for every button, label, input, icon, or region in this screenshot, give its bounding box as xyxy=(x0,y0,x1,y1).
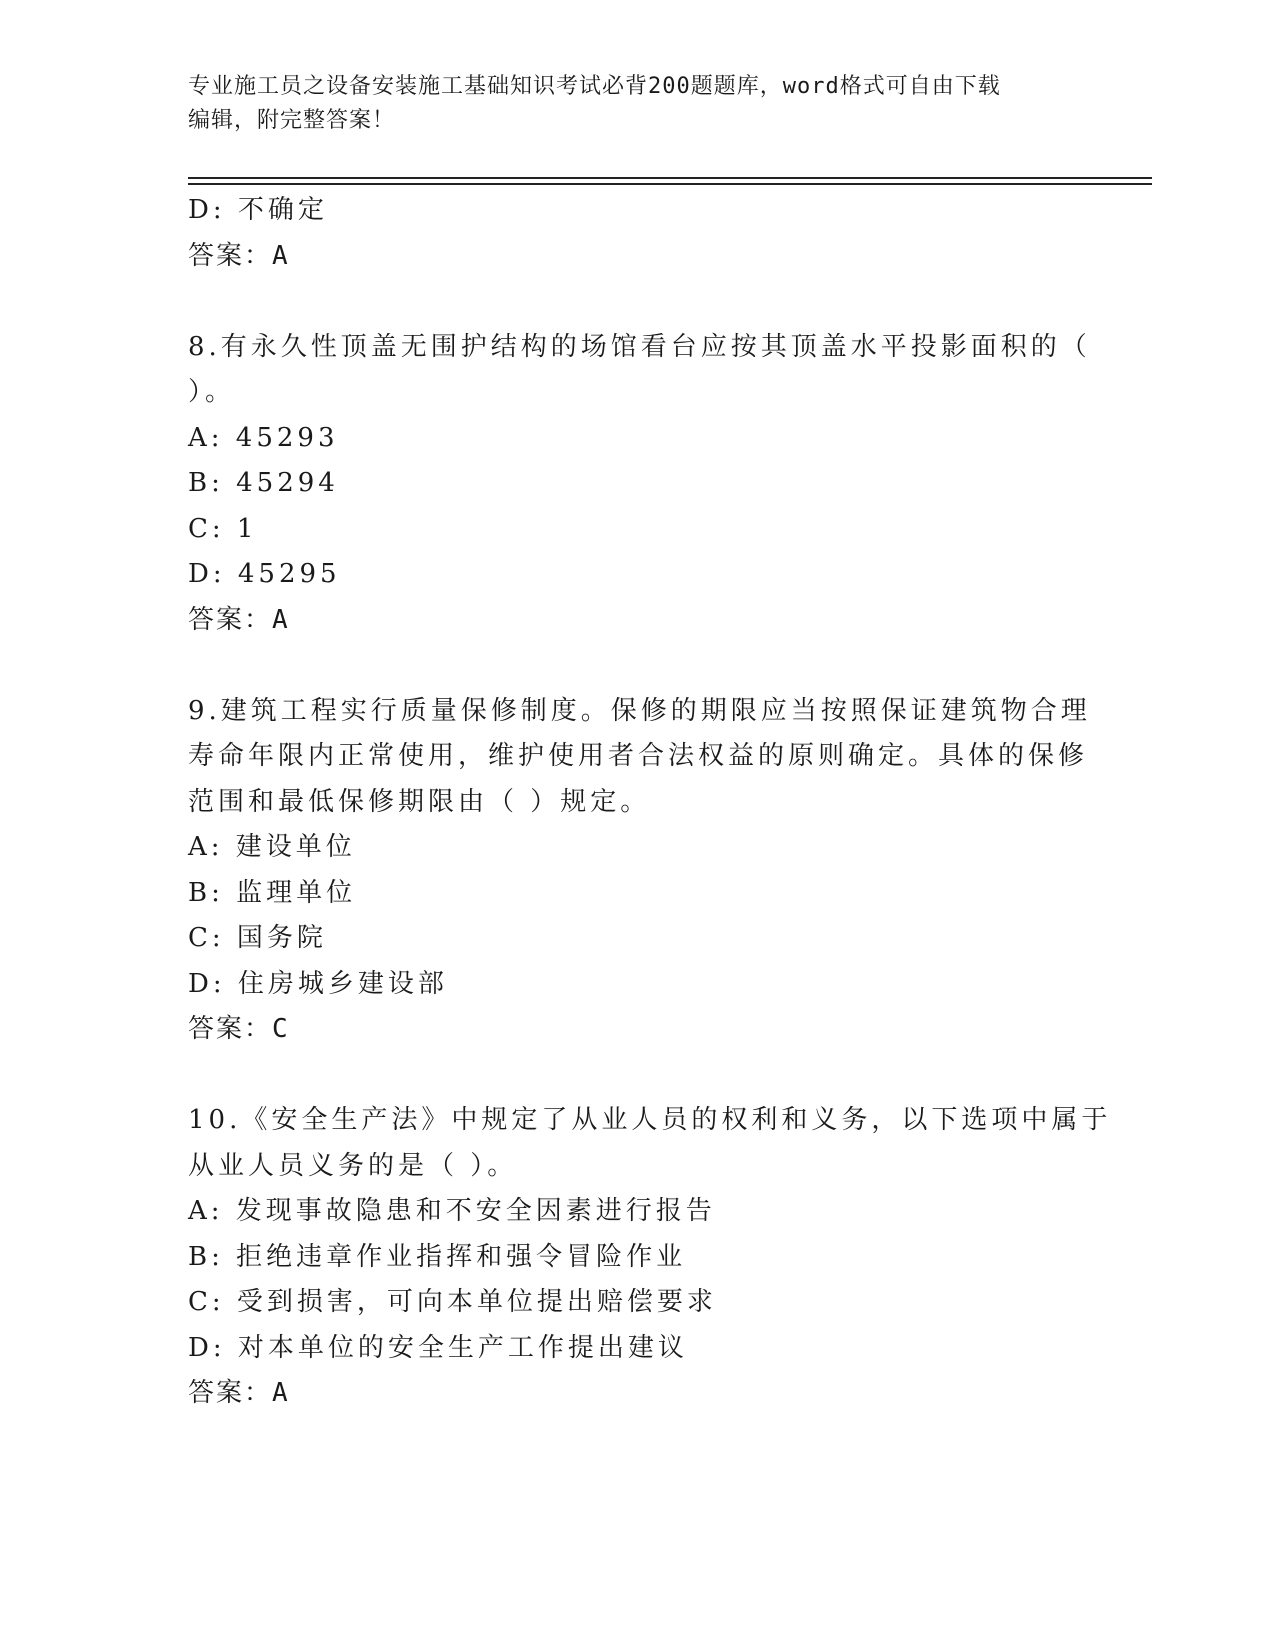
question-stem: 范围和最低保修期限由（ ）规定。 xyxy=(188,786,651,817)
answer: 答案：A xyxy=(188,240,290,271)
previous-question-tail xyxy=(188,188,1088,279)
option-d: D: 对本单位的安全生产工作提出建议 xyxy=(188,1332,688,1363)
question-8 xyxy=(188,325,1091,644)
option-b: B: 45294 xyxy=(188,468,339,498)
spacer xyxy=(188,643,1088,689)
spacer xyxy=(188,1053,1088,1099)
question-stem: 8.有永久性顶盖无围护结构的场馆看台应按其顶盖水平投影面积的（ xyxy=(188,331,1091,362)
option-a: A: 45293 xyxy=(188,422,339,453)
question-stem: 从业人员义务的是（ ）。 xyxy=(188,1150,518,1181)
answer: 答案：A xyxy=(188,604,290,635)
page-header xyxy=(188,70,1088,138)
option-d: D: 45295 xyxy=(188,559,341,589)
answer: 答案：C xyxy=(188,1014,290,1044)
option-b: B: 监理单位 xyxy=(188,877,357,908)
spacer xyxy=(188,279,1088,325)
option-c: C: 国务院 xyxy=(188,923,327,953)
question-10 xyxy=(188,1098,1112,1417)
option-a: A: 建设单位 xyxy=(188,832,356,862)
header-title-line1: 专业施工员之设备安装施工基础知识考试必背200题题库，word格式可自由下载 xyxy=(188,74,1001,99)
question-stem: ）。 xyxy=(188,377,236,407)
question-stem: 10.《安全生产法》中规定了从业人员的权利和义务，以下选项中属于 xyxy=(188,1105,1112,1135)
option-d: D: 不确定 xyxy=(188,195,328,225)
header-divider-bottom xyxy=(188,183,1152,185)
option-d: D: 住房城乡建设部 xyxy=(188,968,448,999)
question-stem: 寿命年限内正常使用，维护使用者合法权益的原则确定。具体的保修 xyxy=(188,741,1089,771)
option-c: C: 1 xyxy=(188,513,258,544)
option-b: B: 拒绝违章作业指挥和强令冒险作业 xyxy=(188,1241,687,1272)
question-content xyxy=(188,188,1112,1417)
question-9 xyxy=(188,689,1091,1053)
answer: 答案：A xyxy=(188,1378,290,1408)
header-title-line2: 编辑，附完整答案！ xyxy=(188,108,396,133)
option-a: A: 发现事故隐患和不安全因素进行报告 xyxy=(188,1196,716,1226)
option-c: C: 受到损害，可向本单位提出赔偿要求 xyxy=(188,1287,717,1317)
question-stem: 9.建筑工程实行质量保修制度。保修的期限应当按照保证建筑物合理 xyxy=(188,695,1091,726)
header-divider-top xyxy=(188,177,1152,179)
